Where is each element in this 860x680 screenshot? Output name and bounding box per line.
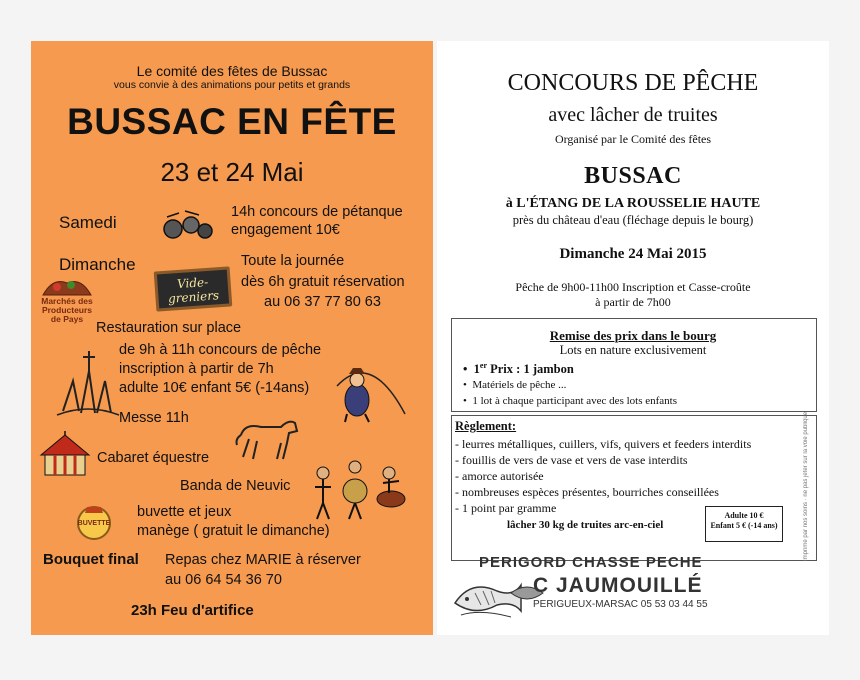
- samedi-label: Samedi: [59, 213, 117, 232]
- organise-line: Organisé par le Comité des fêtes: [554, 132, 712, 146]
- buvette-line-1: buvette et jeux: [137, 504, 232, 520]
- horse-icon: [231, 413, 303, 461]
- bullet-icon: •: [463, 362, 474, 377]
- buvette-badge-icon: [71, 503, 117, 541]
- rule-item: - amorce autorisée: [455, 469, 544, 483]
- peche-line-2: inscription à partir de 7h: [119, 361, 274, 377]
- hours-line-1: Pêche de 9h00-11h00 Inscription et Casse-croûte: [515, 280, 751, 294]
- dimanche-line-2: dès 6h gratuit réservation: [241, 274, 405, 290]
- fisherman-icon: [331, 356, 411, 424]
- procession-icon: [53, 341, 123, 421]
- bouquet-final-label: Bouquet final: [43, 551, 139, 568]
- market-label-2: Producteurs: [41, 305, 93, 315]
- banda-musicians-icon: [303, 453, 413, 523]
- print-side-note: Imprimé par nos soins · ne pas jeter sur la voie publique: [803, 411, 809, 561]
- prize-first-num: 1: [473, 362, 480, 377]
- rules-header: Règlement:: [455, 419, 517, 433]
- restauration-label: Restauration sur place: [96, 320, 242, 336]
- vide-greniers-sign-icon: [154, 266, 233, 311]
- dimanche-line-1: Toute la journée: [241, 253, 345, 269]
- prize-second-text: Matériels de pêche ...: [472, 379, 567, 391]
- poster-bussac-en-fete: [31, 41, 433, 635]
- concours-title: CONCOURS DE PÊCHE: [507, 70, 759, 96]
- prize-first-text: Prix : 1 jambon: [487, 362, 574, 377]
- buvette-line-2: manège ( gratuit le dimanche): [137, 523, 330, 539]
- market-label-3: de Pays: [50, 314, 84, 324]
- prize-first-sup: er: [479, 361, 487, 370]
- messe-label: Messe 11h: [119, 410, 189, 426]
- shop-name-line-2: C JAUMOUILLÉ: [533, 574, 703, 597]
- hours-line-2: à partir de 7h00: [595, 295, 671, 309]
- dimanche-label: Dimanche: [59, 255, 136, 274]
- rule-item: - fouillis de vers de vase et vers de vase interdits: [455, 453, 688, 467]
- rule-item: - 1 point par gramme: [455, 501, 557, 515]
- price-child: Enfant 5 € (-14 ans): [710, 521, 778, 530]
- header-line-2: vous convie à des animations pour petits et grands: [113, 79, 351, 91]
- prize-third-text: 1 lot à chaque participant avec des lots enfants: [472, 395, 678, 407]
- repas-line-1: Repas chez MARIE à réserver: [165, 552, 361, 568]
- vide-label-1: Vide-: [176, 274, 209, 292]
- prize-header: Remise des prix dans le bourg: [549, 328, 717, 343]
- rule-item: - nombreuses espèces présentes, bourriches conseillées: [455, 485, 719, 499]
- location-line: à L'ÉTANG DE LA ROUSSELIE HAUTE: [505, 196, 761, 211]
- peche-line-3: adulte 10€ enfant 5€ (-14ans): [119, 380, 310, 396]
- town-name: BUSSAC: [584, 163, 682, 189]
- vide-label-2: greniers: [167, 288, 220, 306]
- repas-line-2: au 06 64 54 36 70: [165, 572, 282, 588]
- bullet-icon: •: [463, 379, 473, 391]
- prize-first: [463, 361, 574, 377]
- bullet-icon: •: [463, 395, 473, 407]
- samedi-line-2: engagement 10€: [231, 222, 340, 238]
- event-day: Dimanche 24 Mai 2015: [559, 246, 707, 262]
- poster-concours-de-peche: [437, 41, 829, 635]
- shop-address: PERIGUEUX-MARSAC 05 53 03 44 55: [533, 599, 708, 610]
- circus-tent-icon: [39, 431, 91, 479]
- shop-name-line-1: PERIGORD CHASSE PECHE: [479, 554, 703, 571]
- prize-third: [463, 395, 677, 407]
- feu-artifice-label: 23h Feu d'artifice: [131, 602, 254, 619]
- marches-producteurs-icon: [37, 275, 97, 333]
- price-box: [705, 506, 783, 542]
- trout-release-line: lâcher 30 kg de truites arc-en-ciel: [507, 519, 664, 531]
- header-line-1: Le comité des fêtes de Bussac: [136, 63, 328, 79]
- price-adult: Adulte 10 €: [724, 511, 764, 520]
- samedi-line-1: 14h concours de pétanque: [231, 204, 403, 220]
- near-line: près du château d'eau (fléchage depuis le bourg): [512, 213, 754, 227]
- cabaret-label: Cabaret équestre: [97, 450, 210, 466]
- prize-second: [463, 379, 566, 391]
- petanque-balls-icon: [159, 201, 217, 241]
- event-dates: 23 et 24 Mai: [160, 157, 304, 187]
- poster-title: BUSSAC EN FÊTE: [67, 101, 397, 142]
- dimanche-line-3: au 06 37 77 80 63: [264, 294, 381, 310]
- prize-subheader: Lots en nature exclusivement: [559, 343, 707, 357]
- buvette-badge-text: BUVETTE: [77, 520, 111, 527]
- market-label-1: Marchés des: [41, 296, 93, 306]
- concours-subtitle: avec lâcher de truites: [548, 104, 718, 126]
- banda-label: Banda de Neuvic: [180, 478, 291, 494]
- rule-item: - leurres métalliques, cuillers, vifs, quivers et feeders interdits: [455, 437, 752, 451]
- peche-line-1: de 9h à 11h concours de pêche: [119, 342, 322, 358]
